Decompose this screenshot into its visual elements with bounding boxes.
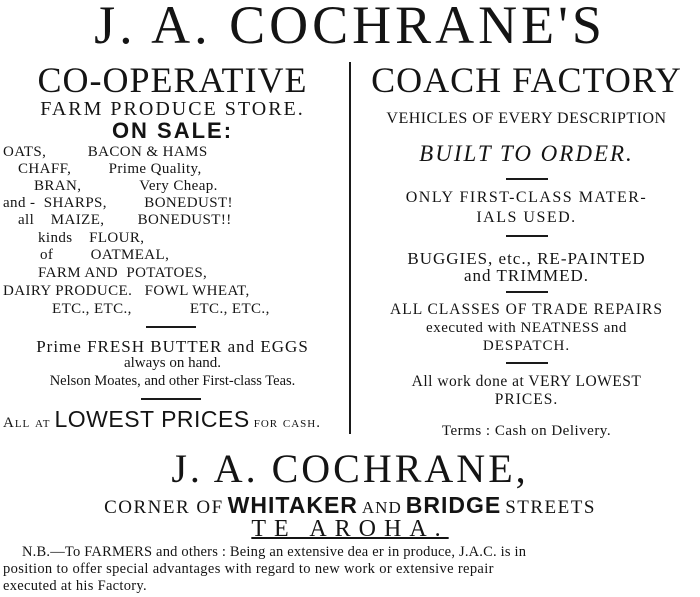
left-rule-1 (146, 326, 196, 328)
built-to-order: BUILT TO ORDER. (419, 141, 634, 166)
nb-line-3: executed at his Factory. (3, 578, 147, 594)
on-sale-label: ON SALE: (111, 118, 234, 143)
repairs-line-2: executed with NEATNESS and (426, 320, 627, 336)
town-name: TE AROHA. (251, 516, 449, 542)
prices-line (3, 406, 345, 436)
work-line-2: PRICES. (494, 391, 559, 408)
teas-line: Nelson Moates, and other First-class Teas. (49, 373, 296, 389)
repairs-line-3: DESPATCH. (482, 338, 571, 354)
corner-pre: CORNER OF (104, 497, 224, 518)
work-line-1: All work done at VERY LOWEST (411, 373, 642, 390)
nb-line-2: position to offer special advantages with regard to new work or extensive repair (3, 561, 494, 577)
produce-line: OATS, BACON & HAMS (3, 144, 208, 160)
left-subheading: FARM PRODUCE STORE. (40, 98, 305, 120)
materials-line-2: IALS USED. (476, 209, 577, 226)
header-title: J. A. COCHRANE'S (94, 0, 606, 55)
left-heading: CO-OPERATIVE (37, 60, 308, 100)
corner-and: AND (361, 498, 402, 517)
materials-line-1: ONLY FIRST-CLASS MATER- (405, 189, 648, 206)
produce-line: CHAFF, Prime Quality, (18, 161, 202, 177)
column-divider (349, 62, 351, 434)
right-subheading: VEHICLES OF EVERY DESCRIPTION (386, 110, 667, 127)
produce-line: and - SHARPS, BONEDUST! (3, 195, 233, 211)
right-heading: COACH FACTORY (371, 60, 682, 100)
repairs-line-1: ALL CLASSES OF TRADE REPAIRS (390, 301, 663, 318)
right-rule-4 (506, 362, 548, 364)
right-rule-3 (506, 291, 548, 293)
butter-subline: always on hand. (123, 355, 222, 371)
footer-name: J. A. COCHRANE, (171, 446, 529, 491)
produce-line: all MAIZE, BONEDUST!! (18, 212, 232, 228)
terms-line: Terms : Cash on Delivery. (441, 423, 612, 439)
produce-line: BRAN, Very Cheap. (34, 178, 218, 194)
produce-line: kinds FLOUR, (38, 230, 145, 246)
produce-line: of OATMEAL, (40, 247, 170, 263)
right-rule-2 (506, 235, 548, 237)
prices-post: for cash. (253, 415, 321, 431)
produce-line: FARM AND POTATOES, (38, 265, 208, 281)
buggies-line-1: BUGGIES, etc., RE-PAINTED (407, 249, 646, 268)
butter-line: Prime FRESH BUTTER and EGGS (36, 337, 309, 356)
buggies-line-2: and TRIMMED. (463, 266, 589, 285)
right-rule-1 (506, 178, 548, 180)
produce-line: DAIRY PRODUCE. FOWL WHEAT, (3, 283, 250, 299)
prices-mid: LOWEST PRICES (54, 406, 250, 432)
produce-line: ETC., ETC., ETC., ETC., (52, 301, 270, 317)
street-bridge: BRIDGE (405, 492, 502, 518)
nb-line-1: N.B.—To FARMERS and others : Being an extensive dea er in produce, J.A.C. is in (22, 544, 527, 560)
street-whitaker: WHITAKER (227, 492, 358, 518)
prices-pre: All at (3, 415, 51, 431)
left-rule-2 (141, 398, 201, 400)
corner-streets: STREETS (505, 497, 596, 518)
